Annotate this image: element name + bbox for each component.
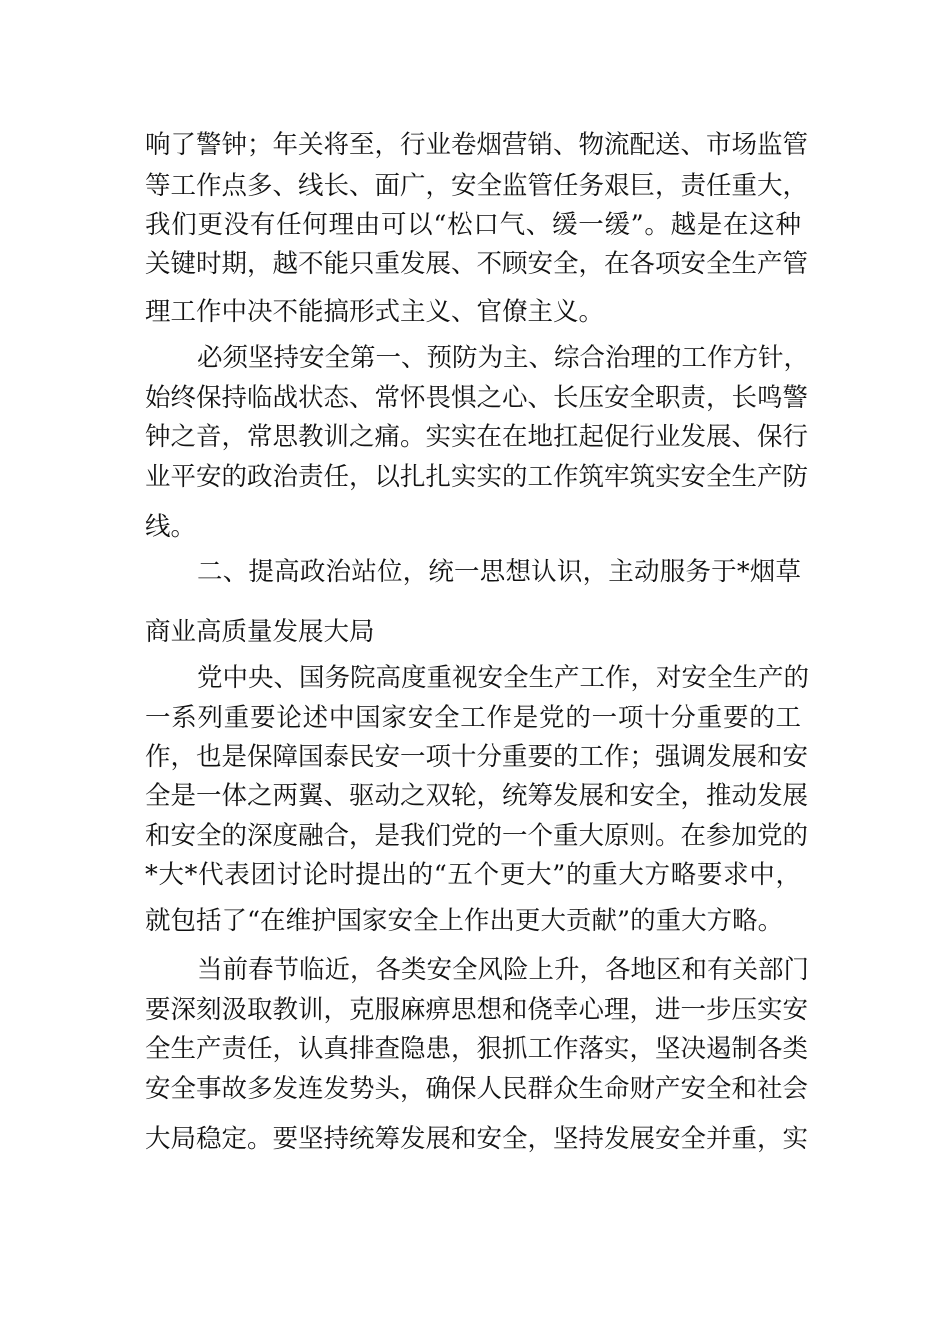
paragraph-3-line-3: 作，也是保障国泰民安一项十分重要的工作；强调发展和安	[145, 742, 809, 772]
paragraph-3-line-5: 和安全的深度融合，是我们党的一个重大原则。在参加党的	[145, 821, 809, 851]
paragraph-3-line-1: 党中央、国务院高度重视安全生产工作，对安全生产的	[197, 663, 810, 693]
paragraph-2-line-1: 必须坚持安全第一、预防为主、综合治理的工作方针，	[197, 343, 810, 373]
paragraph-3-line-2: 一系列重要论述中国家安全工作是党的一项十分重要的工	[145, 703, 801, 733]
paragraph-4-line-3: 全生产责任，认真排查隐患，狠抓工作落实，坚决遏制各类	[145, 1034, 809, 1064]
paragraph-4-line-5: 大局稳定。要坚持统筹发展和安全，坚持发展安全并重，实	[145, 1124, 809, 1154]
paragraph-2-line-5: 线。	[145, 512, 197, 542]
paragraph-2-line-2: 始终保持临战状态、常怀畏惧之心、长压安全职责，长鸣警	[145, 383, 809, 413]
paragraph-1-line-4: 关键时期，越不能只重发展、不顾安全，在各项安全生产管	[145, 249, 809, 279]
paragraph-1-line-2: 等工作点多、线长、面广，安全监管任务艰巨，责任重大，	[145, 171, 809, 201]
paragraph-4-line-2: 要深刻汲取教训，克服麻痹思想和侥幸心理，进一步压实安	[145, 995, 809, 1025]
paragraph-2-line-3: 钟之音，常思教训之痛。实实在在地扛起促行业发展、保行	[145, 422, 809, 452]
section-heading-line-2: 商业高质量发展大局	[145, 617, 375, 647]
paragraph-3-line-6: *大*代表团讨论时提出的“五个更大”的重大方略要求中，	[145, 860, 801, 890]
paragraph-4-line-1: 当前春节临近，各类安全风险上升，各地区和有关部门	[197, 955, 810, 985]
paragraph-4-line-4: 安全事故多发连发势头，确保人民群众生命财产安全和社会	[145, 1074, 809, 1104]
paragraph-1-line-5: 理工作中决不能搞形式主义、官僚主义。	[145, 297, 605, 327]
paragraph-3-line-4: 全是一体之两翼、驱动之双轮，统筹发展和安全，推动发展	[145, 781, 809, 811]
section-heading-line-1: 二、提高政治站位，统一思想认识，主动服务于*烟草	[197, 557, 801, 587]
paragraph-2-line-4: 业平安的政治责任，以扎扎实实的工作筑牢筑实安全生产防	[145, 462, 809, 492]
paragraph-3-line-7: 就包括了“在维护国家安全上作出更大贡献”的重大方略。	[145, 906, 784, 936]
paragraph-1-line-1: 响了警钟；年关将至，行业卷烟营销、物流配送、市场监管	[145, 130, 809, 160]
paragraph-1-line-3: 我们更没有任何理由可以“松口气、缓一缓”。越是在这种	[145, 210, 801, 240]
